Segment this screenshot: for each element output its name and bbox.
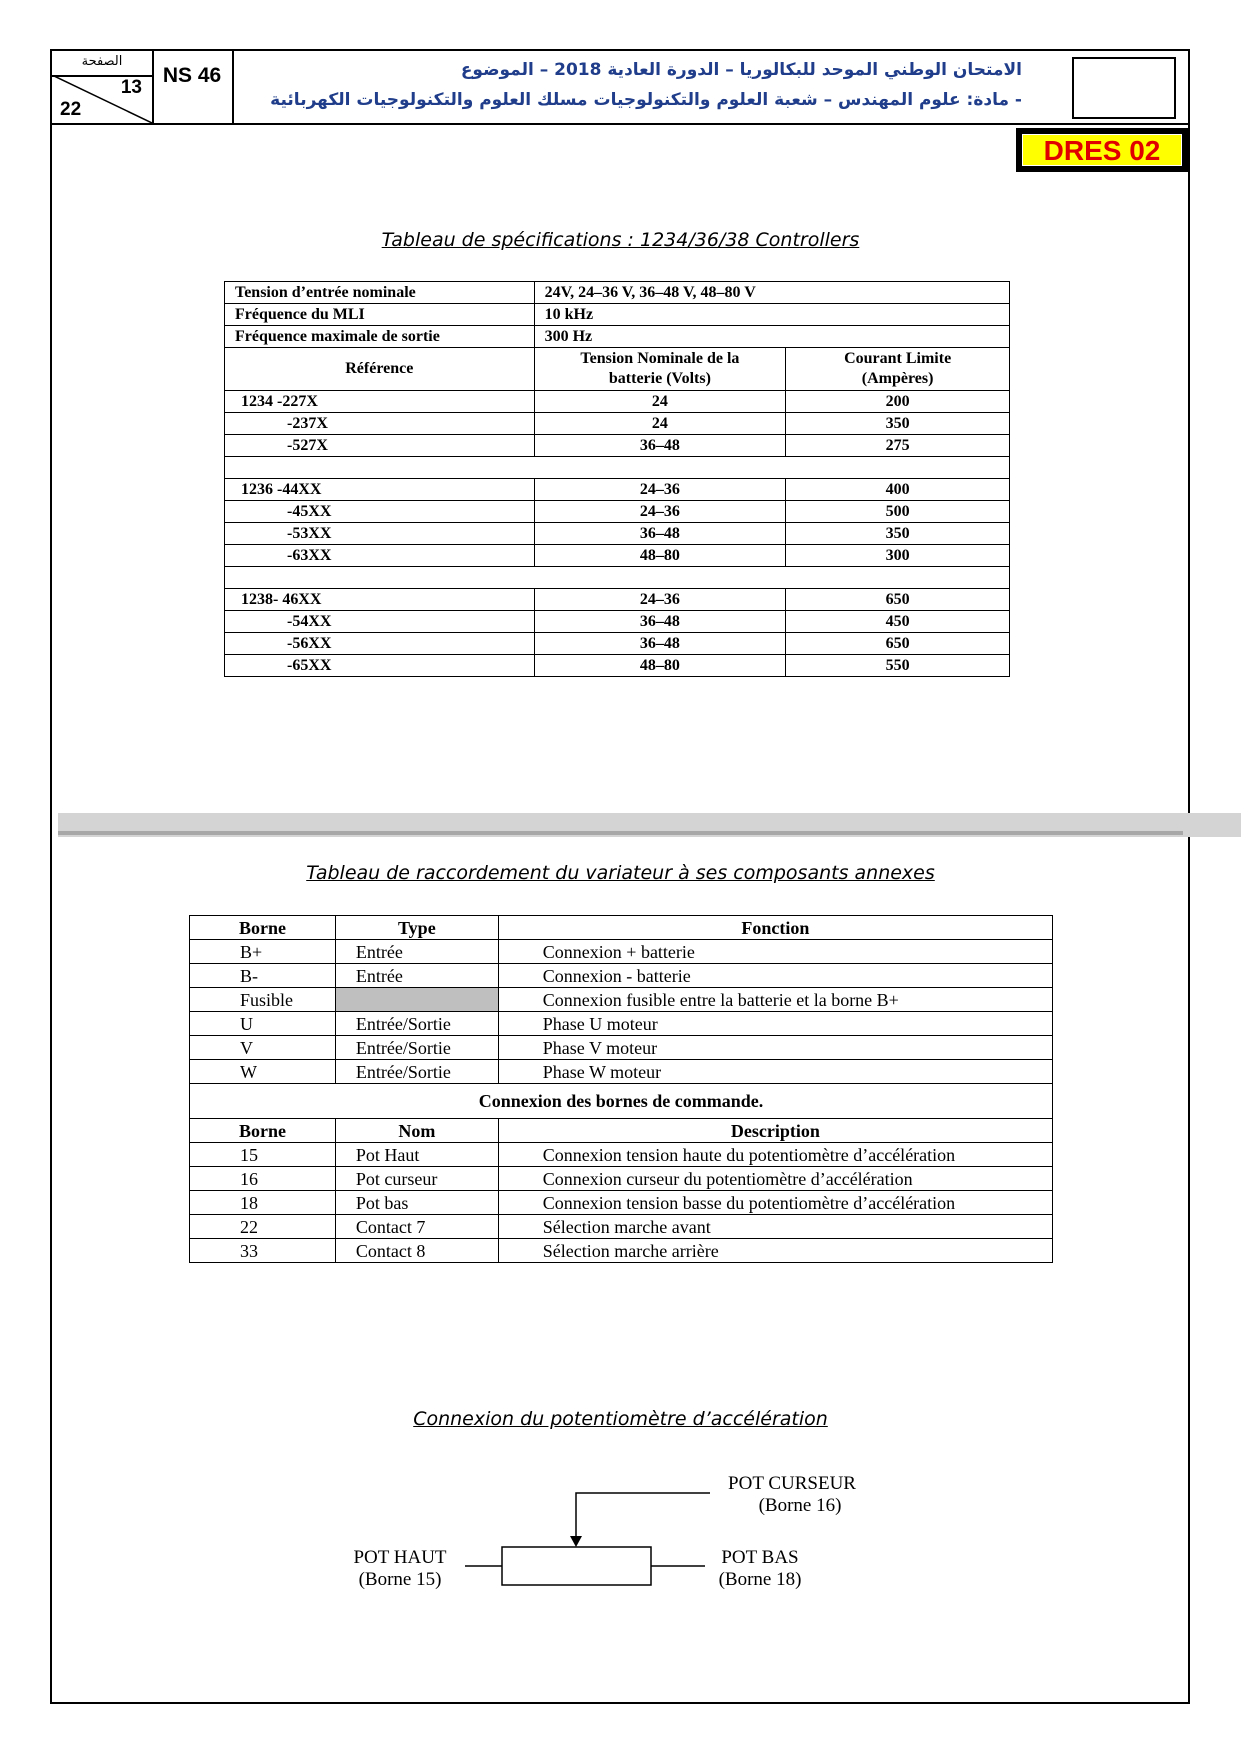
- type-cell: Entrée: [335, 940, 498, 964]
- type-cell: Entrée/Sortie: [335, 1036, 498, 1060]
- ref-cell: -56XX: [225, 633, 535, 655]
- ref-cell: 1234 -227X: [225, 391, 535, 413]
- header-borne: Borne: [190, 916, 336, 940]
- fonction-cell: Connexion fusible entre la batterie et la borne B+: [498, 988, 1052, 1012]
- current-cell: 500: [786, 501, 1010, 523]
- wire-curseur: [576, 1493, 710, 1538]
- spec-table-caption: Tableau de spécifications : 1234/36/38 Controllers: [381, 229, 860, 251]
- borne-cell: 18: [190, 1191, 336, 1215]
- ref-cell: 1238- 46XX: [225, 589, 535, 611]
- borne-cell: 15: [190, 1143, 336, 1167]
- borne-cell: Fusible: [190, 988, 336, 1012]
- nom-cell: Pot bas: [335, 1191, 498, 1215]
- description-cell: Connexion curseur du potentiomètre d’accélération: [498, 1167, 1052, 1191]
- pot-curseur-label: [712, 1473, 872, 1517]
- current-cell: 650: [786, 589, 1010, 611]
- ref-cell: -237X: [225, 413, 535, 435]
- current-cell: 350: [786, 413, 1010, 435]
- header-current-line2: (Ampères): [861, 370, 934, 387]
- borne-cell: W: [190, 1060, 336, 1084]
- pot-curseur-borne: (Borne 16): [758, 1495, 842, 1516]
- header-voltage-line1: Tension Nominale de la: [580, 350, 740, 367]
- header-nom: Nom: [335, 1119, 498, 1143]
- current-cell: 275: [786, 435, 1010, 457]
- document-badge-label: DRES 02: [1022, 134, 1182, 166]
- page-total: 22: [60, 99, 82, 120]
- type-cell: Entrée/Sortie: [335, 1060, 498, 1084]
- ref-cell: -527X: [225, 435, 535, 457]
- header-reference: Référence: [225, 348, 535, 391]
- voltage-cell: 36–48: [534, 633, 786, 655]
- current-cell: 550: [786, 655, 1010, 677]
- current-cell: 300: [786, 545, 1010, 567]
- borne-cell: 22: [190, 1215, 336, 1239]
- fonction-cell: Phase W moteur: [498, 1060, 1052, 1084]
- page-number: 13: [120, 77, 142, 98]
- spec-label: Tension d’entrée nominale: [225, 282, 535, 304]
- pot-bas-name: POT BAS: [721, 1547, 799, 1568]
- current-cell: 350: [786, 523, 1010, 545]
- fonction-cell: Connexion - batterie: [498, 964, 1052, 988]
- type-cell: Entrée: [335, 964, 498, 988]
- page-label: الصفحة: [52, 51, 152, 77]
- spec-value: 24V, 24–36 V, 36–48 V, 48–80 V: [534, 282, 1009, 304]
- type-cell: Entrée/Sortie: [335, 1012, 498, 1036]
- header-description: Description: [498, 1119, 1052, 1143]
- ref-cell: -45XX: [225, 501, 535, 523]
- current-cell: 450: [786, 611, 1010, 633]
- pot-bas-borne: (Borne 18): [718, 1569, 802, 1590]
- pot-haut-name: POT HAUT: [353, 1547, 447, 1568]
- description-cell: Sélection marche avant: [498, 1215, 1052, 1239]
- voltage-cell: 24–36: [534, 479, 786, 501]
- description-cell: Sélection marche arrière: [498, 1239, 1052, 1263]
- pot-curseur-name: POT CURSEUR: [728, 1473, 856, 1494]
- voltage-cell: 24: [534, 391, 786, 413]
- header-voltage-line2: batterie (Volts): [608, 370, 711, 387]
- header-borne: Borne: [190, 1119, 336, 1143]
- spec-value: 300 Hz: [534, 326, 1009, 348]
- fonction-cell: Connexion + batterie: [498, 940, 1052, 964]
- voltage-cell: 24–36: [534, 501, 786, 523]
- ref-cell: -63XX: [225, 545, 535, 567]
- exam-title-line1: الامتحان الوطني الموحد للبكالوريا – الدورة العادية 2018 – الموضوع: [460, 60, 1022, 80]
- nom-cell: Pot curseur: [335, 1167, 498, 1191]
- header-type: Type: [335, 916, 498, 940]
- connection-table-caption: Tableau de raccordement du variateur à ses composants annexes: [306, 862, 935, 884]
- pot-bas-label: [700, 1547, 820, 1591]
- borne-cell: B+: [190, 940, 336, 964]
- voltage-cell: 48–80: [534, 655, 786, 677]
- ref-cell: -53XX: [225, 523, 535, 545]
- nom-cell: Contact 7: [335, 1215, 498, 1239]
- pot-haut-label: [335, 1547, 465, 1591]
- voltage-cell: 48–80: [534, 545, 786, 567]
- pot-haut-borne: (Borne 15): [358, 1569, 442, 1590]
- borne-cell: 16: [190, 1167, 336, 1191]
- fonction-cell: Phase U moteur: [498, 1012, 1052, 1036]
- borne-cell: U: [190, 1012, 336, 1036]
- ref-cell: 1236 -44XX: [225, 479, 535, 501]
- nom-cell: Contact 8: [335, 1239, 498, 1263]
- spec-label: Fréquence maximale de sortie: [225, 326, 535, 348]
- voltage-cell: 24: [534, 413, 786, 435]
- voltage-cell: 36–48: [534, 523, 786, 545]
- exam-code: NS 46: [152, 51, 234, 123]
- fonction-cell: Phase V moteur: [498, 1036, 1052, 1060]
- ref-cell: -65XX: [225, 655, 535, 677]
- command-title: Connexion des bornes de commande.: [190, 1084, 1053, 1119]
- description-cell: Connexion tension haute du potentiomètre d’accélération: [498, 1143, 1052, 1167]
- resistor-body: [502, 1547, 651, 1585]
- wiper-arrow-icon: [570, 1536, 582, 1547]
- current-cell: 400: [786, 479, 1010, 501]
- voltage-cell: 36–48: [534, 611, 786, 633]
- voltage-cell: 24–36: [534, 589, 786, 611]
- borne-cell: V: [190, 1036, 336, 1060]
- spec-label: Fréquence du MLI: [225, 304, 535, 326]
- nom-cell: Pot Haut: [335, 1143, 498, 1167]
- current-cell: 200: [786, 391, 1010, 413]
- voltage-cell: 36–48: [534, 435, 786, 457]
- description-cell: Connexion tension basse du potentiomètre d’accélération: [498, 1191, 1052, 1215]
- spec-value: 10 kHz: [534, 304, 1009, 326]
- exam-title-line2: - مادة: علوم المهندس – شعبة العلوم والتكنولوجيات مسلك العلوم والتكنولوجيات الكهربائية: [270, 90, 1022, 110]
- ref-cell: -54XX: [225, 611, 535, 633]
- pot-diagram-caption: Connexion du potentiomètre d’accélération: [413, 1408, 828, 1430]
- borne-cell: 33: [190, 1239, 336, 1263]
- header-fonction: Fonction: [498, 916, 1052, 940]
- current-cell: 650: [786, 633, 1010, 655]
- borne-cell: B-: [190, 964, 336, 988]
- header-current-line1: Courant Limite: [844, 350, 952, 367]
